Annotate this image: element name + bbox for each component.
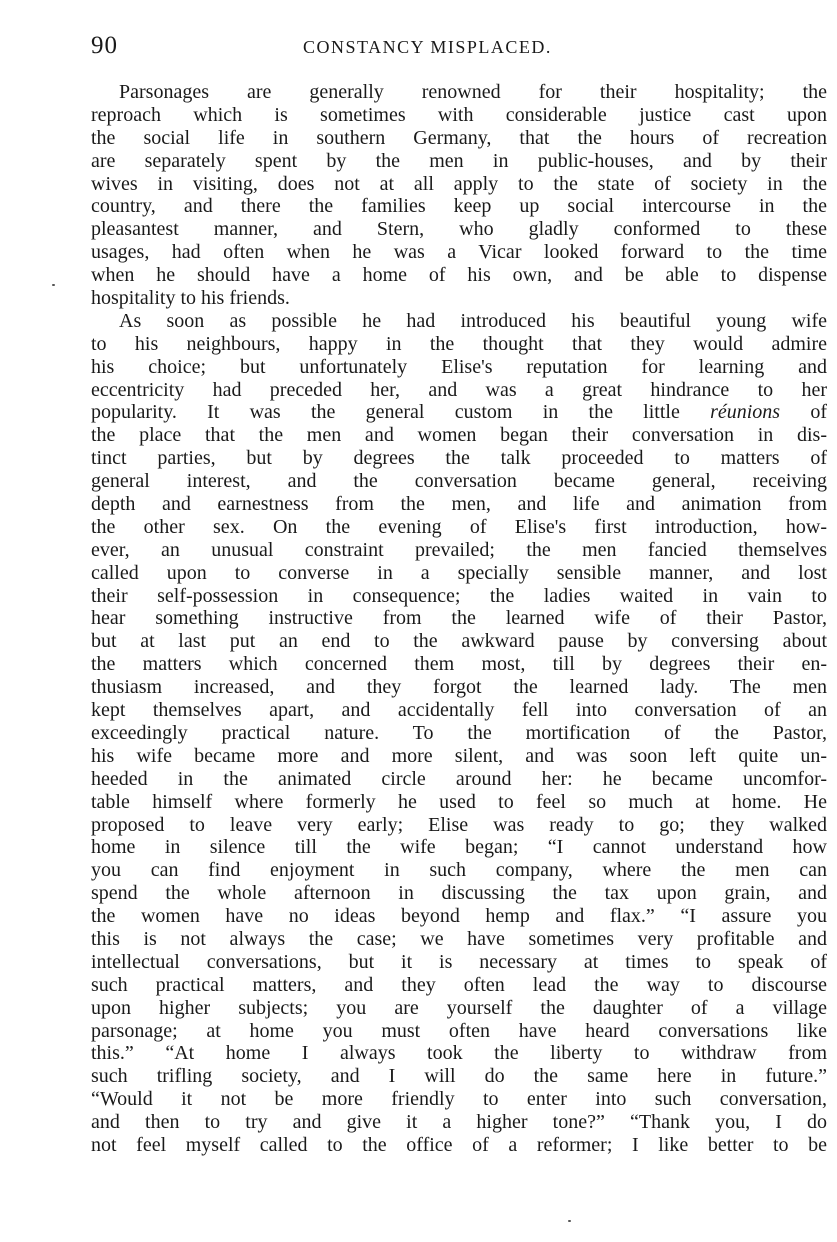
text-line: the women have no ideas beyond hemp and flax.” “I assure you: [91, 905, 827, 928]
text-segment: of: [780, 401, 827, 424]
text-line: exceedingly practical nature. To the mortification of the Pastor,: [91, 721, 827, 744]
page-number: 90: [91, 32, 118, 59]
text-segment: popularity. It was the general custom in the little: [91, 401, 711, 424]
text-line: pleasantest manner, and Stern, who gladly conformed to these: [91, 218, 827, 241]
text-line: to his neighbours, happy in the thought that they would admire: [91, 332, 827, 355]
page-header: [91, 30, 791, 62]
text-line: such practical matters, and they often lead the way to discourse: [91, 973, 827, 996]
text-line: this is not always the case; we have sometimes very profitable and: [91, 927, 827, 950]
text-line: ever, an unusual constraint prevailed; the men fancied themselves: [91, 538, 827, 561]
text-line: thusiasm increased, and they forgot the learned lady. The men: [91, 676, 827, 699]
text-line: As soon as possible he had introduced his beautiful young wife: [119, 309, 827, 332]
text-line: wives in visiting, does not at all apply to the state of society in the: [91, 172, 827, 195]
text-line: the other sex. On the evening of Elise's first introduction, how-: [91, 515, 827, 538]
text-line: home in silence till the wife began; “I cannot understand how: [91, 836, 827, 859]
text-line: are separately spent by the men in public-houses, and by their: [91, 149, 827, 172]
text-line: country, and there the families keep up social intercourse in the: [91, 195, 827, 218]
text-line: their self-possession in consequence; the ladies waited in vain to: [91, 584, 827, 607]
text-line: parsonage; at home you must often have heard conversations like: [91, 1019, 827, 1042]
text-line: his wife became more and more silent, and was soon left quite un-: [91, 744, 827, 767]
running-head: CONSTANCY MISPLACED.: [303, 37, 552, 57]
text-line: table himself where formerly he used to feel so much at home. He: [91, 790, 827, 813]
text-line: and then to try and give it a higher tone?” “Thank you, I do: [91, 1111, 827, 1134]
text-line: heeded in the animated circle around her: he became uncomfor-: [91, 767, 827, 790]
body-text: [91, 81, 827, 1157]
text-line: you can find enjoyment in such company, where the men can: [91, 859, 827, 882]
text-line: eccentricity had preceded her, and was a great hindrance to her: [91, 378, 827, 401]
text-line: the matters which concerned them most, till by degrees their en-: [91, 653, 827, 676]
text-line: the place that the men and women began their conversation in dis-: [91, 424, 827, 447]
text-line: but at last put an end to the awkward pause by conversing about: [91, 630, 827, 653]
text-line: tinct parties, but by degrees the talk proceeded to matters of: [91, 447, 827, 470]
text-line: usages, had often when he was a Vicar looked forward to the time: [91, 241, 827, 264]
scan-speck: [52, 284, 55, 286]
scan-speck: [568, 1220, 571, 1222]
text-line: hear something instructive from the learned wife of their Pastor,: [91, 607, 827, 630]
text-line: kept themselves apart, and accidentally fell into conversation of an: [91, 699, 827, 722]
text-line: Parsonages are generally renowned for their hospitality; the: [119, 81, 827, 103]
italic-word-reunions: réunions: [710, 401, 781, 424]
text-line: his choice; but unfortunately Elise's reputation for learning and: [91, 355, 827, 378]
text-line: spend the whole afternoon in discussing the tax upon grain, and: [91, 882, 827, 905]
text-line: “Would it not be more friendly to enter into such conversation,: [91, 1088, 827, 1111]
text-line: not feel myself called to the office of a reformer; I like better to be: [91, 1133, 827, 1156]
text-line: such trifling society, and I will do the same here in future.”: [91, 1065, 827, 1088]
text-line: proposed to leave very early; Elise was ready to go; they walked: [91, 813, 827, 836]
text-line: when he should have a home of his own, and be able to dispense: [91, 264, 827, 287]
text-line-with-italic: [91, 401, 827, 424]
text-line: hospitality to his friends.: [91, 287, 290, 310]
text-line: the social life in southern Germany, that the hours of recreation: [91, 126, 827, 149]
text-line: depth and earnestness from the men, and life and animation from: [91, 493, 827, 516]
text-line: reproach which is sometimes with considerable justice cast upon: [91, 103, 827, 126]
text-line: this.” “At home I always took the liberty to withdraw from: [91, 1042, 827, 1065]
text-line: intellectual conversations, but it is necessary at times to speak of: [91, 950, 827, 973]
text-line: upon higher subjects; you are yourself the daughter of a village: [91, 996, 827, 1019]
text-line: called upon to converse in a specially sensible manner, and lost: [91, 561, 827, 584]
text-line: general interest, and the conversation became general, receiving: [91, 470, 827, 493]
